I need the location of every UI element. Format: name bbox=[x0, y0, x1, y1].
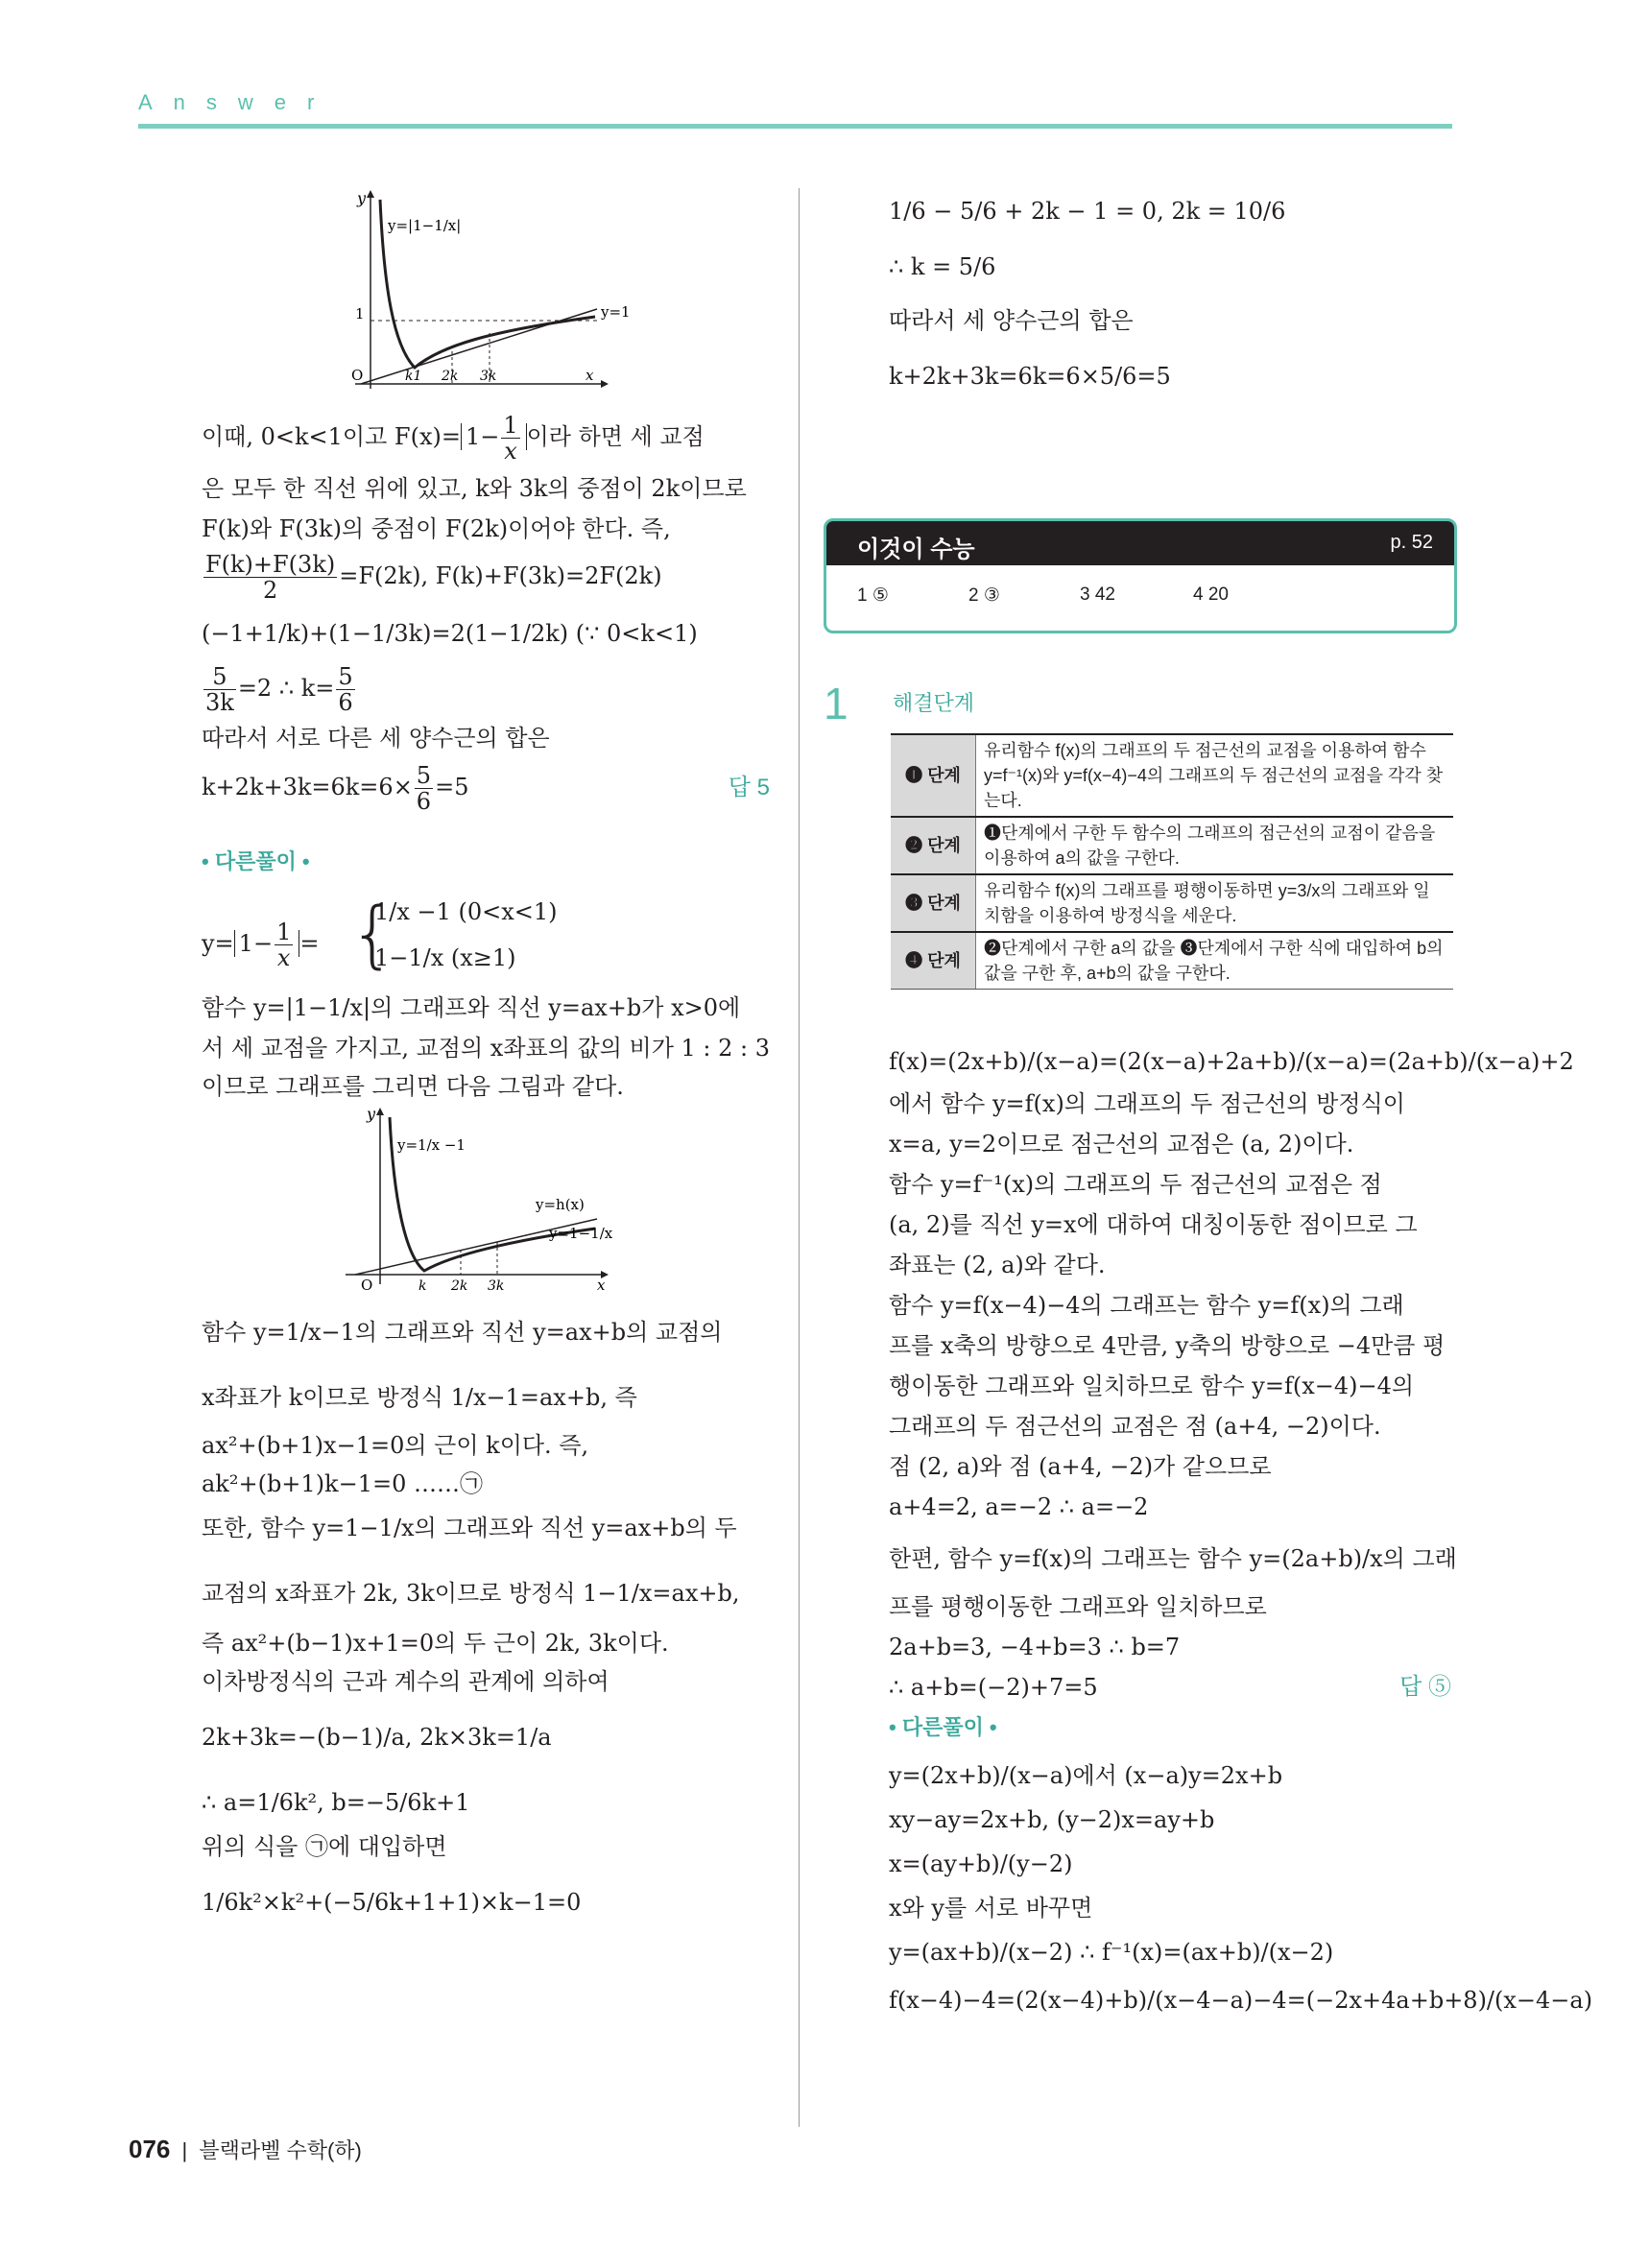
step-text: ❷단계에서 구한 a의 값을 ❸단계에서 구한 식에 대입하여 b의 값을 구한 후, a+b의 값을 구한다. bbox=[976, 932, 1454, 990]
right-line-3: 따라서 세 양수근의 합은 bbox=[889, 307, 1134, 334]
paragraph-10: ax²+(b+1)x−1=0의 근이 k이다. 즉, bbox=[202, 1432, 589, 1459]
step-row bbox=[891, 817, 1453, 874]
paragraph-17: ∴ a=1/6k², b=−5/6k+1 bbox=[202, 1789, 470, 1816]
paragraph-2: 은 모두 한 직선 위에 있고, k와 3k의 중점이 2k이므로 bbox=[202, 475, 747, 502]
paragraph-18: 위의 식을 ㉠에 대입하면 bbox=[202, 1833, 447, 1860]
alt-solution-tag-right: • 다른풀이 • bbox=[889, 1715, 997, 1739]
paragraph-1: 이때, 0<k<1이고 F(x)= 1− $\frac{1}{x}$ 이라 하면 세 교점 bbox=[202, 412, 705, 465]
suneung-title-bar bbox=[826, 521, 1454, 565]
suneung-title: 이것이 수능 bbox=[857, 537, 975, 562]
suneung-page-ref: p. 52 bbox=[1390, 532, 1433, 553]
step-text: 유리함수 f(x)의 그래프를 평행이동하면 y=3/x의 그래프와 일치함을 이용하여 방정식을 세운다. bbox=[976, 874, 1454, 932]
book-title: 블랙라벨 수학(하) bbox=[199, 2138, 362, 2162]
solution-line-12: a+4=2, a=−2 ∴ a=−2 bbox=[889, 1493, 1149, 1520]
alt-solution-tag-left: • 다른풀이 • bbox=[202, 849, 310, 873]
answer-label-2: 답 ⑤ bbox=[1399, 1674, 1451, 1700]
solution-line-16: ∴ a+b=(−2)+7=5 답 ⑤ bbox=[889, 1674, 1451, 1701]
solution-line-2: 에서 함수 y=f(x)의 그래프의 두 점근선의 방정식이 bbox=[889, 1090, 1405, 1117]
header-rule bbox=[138, 124, 1452, 129]
right-solution bbox=[889, 1046, 1593, 2016]
column-divider bbox=[799, 188, 800, 2127]
g1-3k-label: 3k bbox=[480, 369, 497, 384]
solution-line-5: (a, 2)를 직선 y=x에 대하여 대칭이동한 점이므로 그 bbox=[889, 1211, 1418, 1238]
step-label: ❹ 단계 bbox=[891, 932, 976, 990]
g1-asym-label: y=1 bbox=[601, 303, 631, 321]
question-number: 1 bbox=[824, 679, 848, 728]
equation-3: $\frac{5}{3k}$ =2 ∴ k= $\frac{5}{6}$ bbox=[205, 663, 353, 716]
graph-piecewise-function bbox=[202, 1102, 770, 1294]
solution-line-11: 점 (2, a)와 점 (a+4, −2)가 같으므로 bbox=[889, 1453, 1272, 1480]
g2-func1-label: y=1/x −1 bbox=[397, 1136, 466, 1154]
suneung-answer-4: 4 20 bbox=[1193, 585, 1229, 605]
g2-2k-label: 2k bbox=[451, 1278, 468, 1294]
solution-line-9: 행이동한 그래프와 일치하므로 함수 y=f(x−4)−4의 bbox=[889, 1373, 1415, 1399]
right-column bbox=[889, 182, 1455, 392]
g2-h-label: y=h(x) bbox=[536, 1196, 585, 1213]
g2-x-label: x bbox=[597, 1277, 606, 1294]
solution-steps-table bbox=[891, 733, 1453, 990]
paragraph-11: ak²+(b+1)k−1=0 ……㉠ bbox=[202, 1470, 483, 1497]
alt-line-2: xy−ay=2x+b, (y−2)x=ay+b bbox=[889, 1806, 1215, 1833]
g1-x-label: x bbox=[585, 367, 594, 384]
alt-line-4: x와 y를 서로 바꾸면 bbox=[889, 1895, 1093, 1922]
page-footer: 076 | 블랙라벨 수학(하) bbox=[129, 2135, 362, 2163]
suneung-answer-box bbox=[824, 518, 1457, 633]
step-row bbox=[891, 932, 1453, 990]
paragraph-15: 이차방정식의 근과 계수의 관계에 의하여 bbox=[202, 1668, 609, 1695]
equation-1: $\frac{F(k)+F(3k)}{2}$ =F(2k), F(k)+F(3k)=2F(2k) bbox=[205, 551, 662, 604]
equation-4: k+2k+3k=6k=6× $\frac{5}{6}$ =5 답 5 bbox=[202, 762, 770, 815]
solution-line-10: 그래프의 두 점근선의 교점은 점 (a+4, −2)이다. bbox=[889, 1413, 1381, 1440]
right-eq-4: k+2k+3k=6k=6×5/6=5 bbox=[889, 363, 1171, 390]
solution-line-1: f(x)=(2x+b)/(x−a)=(2(x−a)+2a+b)/(x−a)=(2a+b)/(x−a)+2 bbox=[889, 1048, 1574, 1075]
solution-line-13: 한편, 함수 y=f(x)의 그래프는 함수 y=(2a+b)/x의 그래 bbox=[889, 1545, 1457, 1572]
alt-line-3: x=(ay+b)/(y−2) bbox=[889, 1850, 1073, 1877]
piecewise-definition: y= 1− $\frac{1}{x}$ = { 1/x −1 (0<x<1) 1−1/x (x≥1) bbox=[202, 891, 558, 976]
g2-k-label: k bbox=[418, 1278, 427, 1294]
steps-title: 해결단계 bbox=[893, 691, 975, 715]
step-label: ❷ 단계 bbox=[891, 817, 976, 874]
step-row bbox=[891, 874, 1453, 932]
solution-line-6: 좌표는 (2, a)와 같다. bbox=[889, 1252, 1106, 1278]
g2-origin-label: O bbox=[361, 1277, 373, 1294]
step-row bbox=[891, 734, 1453, 817]
g1-k-label: k1 bbox=[405, 369, 422, 384]
graph-abs-function bbox=[202, 182, 770, 394]
page-number: 076 bbox=[129, 2135, 171, 2163]
paragraph-14: 즉 ax²+(b−1)x+1=0의 두 근이 2k, 3k이다. bbox=[202, 1630, 669, 1657]
alt-line-1: y=(2x+b)/(x−a)에서 (x−a)y=2x+b bbox=[889, 1762, 1283, 1789]
equation-2: (−1+1/k)+(1−1/3k)=2(1−1/2k) (∵ 0<k<1) bbox=[202, 620, 698, 647]
suneung-answer-2: 2 ③ bbox=[968, 585, 1000, 606]
paragraph-7: 이므로 그래프를 그리면 다음 그림과 같다. bbox=[202, 1073, 624, 1100]
solution-line-3: x=a, y=2이므로 점근선의 교점은 (a, 2)이다. bbox=[889, 1131, 1354, 1158]
paragraph-5: 함수 y=|1−1/x|의 그래프와 직선 y=ax+b가 x>0에 bbox=[202, 994, 741, 1021]
alt-line-5: y=(ax+b)/(x−2) ∴ f⁻¹(x)=(ax+b)/(x−2) bbox=[889, 1939, 1334, 1966]
step-label: ❶ 단계 bbox=[891, 734, 976, 817]
paragraph-16: 2k+3k=−(b−1)/a, 2k×3k=1/a bbox=[202, 1724, 552, 1751]
suneung-answer-3: 3 42 bbox=[1080, 585, 1115, 605]
solution-line-8: 프를 x축의 방향으로 4만큼, y축의 방향으로 −4만큼 평 bbox=[889, 1332, 1446, 1359]
paragraph-12: 또한, 함수 y=1−1/x의 그래프와 직선 y=ax+b의 두 bbox=[202, 1515, 737, 1541]
left-column bbox=[202, 182, 770, 1918]
solution-line-4: 함수 y=f⁻¹(x)의 그래프의 두 점근선의 교점은 점 bbox=[889, 1171, 1382, 1198]
g2-func2-label: y=1−1/x bbox=[549, 1225, 613, 1242]
paragraph-6: 서 세 교점을 가지고, 교점의 x좌표의 값의 비가 1 : 2 : 3 bbox=[202, 1035, 771, 1062]
g1-2k-label: 2k bbox=[442, 369, 459, 384]
paragraph-4: 따라서 서로 다른 세 양수근의 합은 bbox=[202, 725, 550, 752]
header-label: Answer bbox=[138, 90, 336, 114]
solution-line-7: 함수 y=f(x−4)−4의 그래프는 함수 y=f(x)의 그래 bbox=[889, 1292, 1404, 1319]
right-eq-2: ∴ k = 5/6 bbox=[889, 253, 996, 280]
g1-y-label: y bbox=[357, 189, 367, 207]
step-text: ❶단계에서 구한 두 함수의 그래프의 점근선의 교점이 같음을 이용하여 a의 값을 구한다. bbox=[976, 817, 1454, 874]
g1-func-label: y=|1−1/x| bbox=[388, 217, 462, 234]
right-eq-1: 1/6 − 5/6 + 2k − 1 = 0, 2k = 10/6 bbox=[889, 198, 1286, 225]
solution-line-15: 2a+b=3, −4+b=3 ∴ b=7 bbox=[889, 1634, 1181, 1660]
suneung-answer-1: 1 ⑤ bbox=[857, 585, 889, 606]
g2-y-label: y bbox=[367, 1105, 376, 1123]
step-text: 유리함수 f(x)의 그래프의 두 점근선의 교점을 이용하여 함수 y=f⁻¹(x)와 y=f(x−4)−4의 그래프의 두 점근선의 교점을 각각 찾는다. bbox=[976, 734, 1454, 817]
step-label: ❸ 단계 bbox=[891, 874, 976, 932]
g1-one-label: 1 bbox=[355, 305, 365, 322]
paragraph-8: 함수 y=1/x−1의 그래프와 직선 y=ax+b의 교점의 bbox=[202, 1319, 723, 1346]
paragraph-13: 교점의 x좌표가 2k, 3k이므로 방정식 1−1/x=ax+b, bbox=[202, 1580, 740, 1607]
g1-origin-label: O bbox=[351, 367, 364, 384]
solution-line-14: 프를 평행이동한 그래프와 일치하므로 bbox=[889, 1593, 1267, 1620]
piecewise-case-1: 1/x −1 (0<x<1) bbox=[374, 898, 558, 925]
paragraph-9: x좌표가 k이므로 방정식 1/x−1=ax+b, 즉 bbox=[202, 1384, 637, 1411]
paragraph-19: 1/6k²×k²+(−5/6k+1+1)×k−1=0 bbox=[202, 1889, 582, 1916]
piecewise-case-2: 1−1/x (x≥1) bbox=[374, 944, 516, 971]
answer-label-1: 답 5 bbox=[728, 775, 770, 800]
paragraph-3: F(k)와 F(3k)의 중점이 F(2k)이어야 한다. 즉, bbox=[202, 515, 671, 542]
g2-3k-label: 3k bbox=[488, 1278, 505, 1294]
alt-line-6: f(x−4)−4=(2(x−4)+b)/(x−4−a)−4=(−2x+4a+b+8)/(x−4−a) bbox=[889, 1987, 1593, 2014]
